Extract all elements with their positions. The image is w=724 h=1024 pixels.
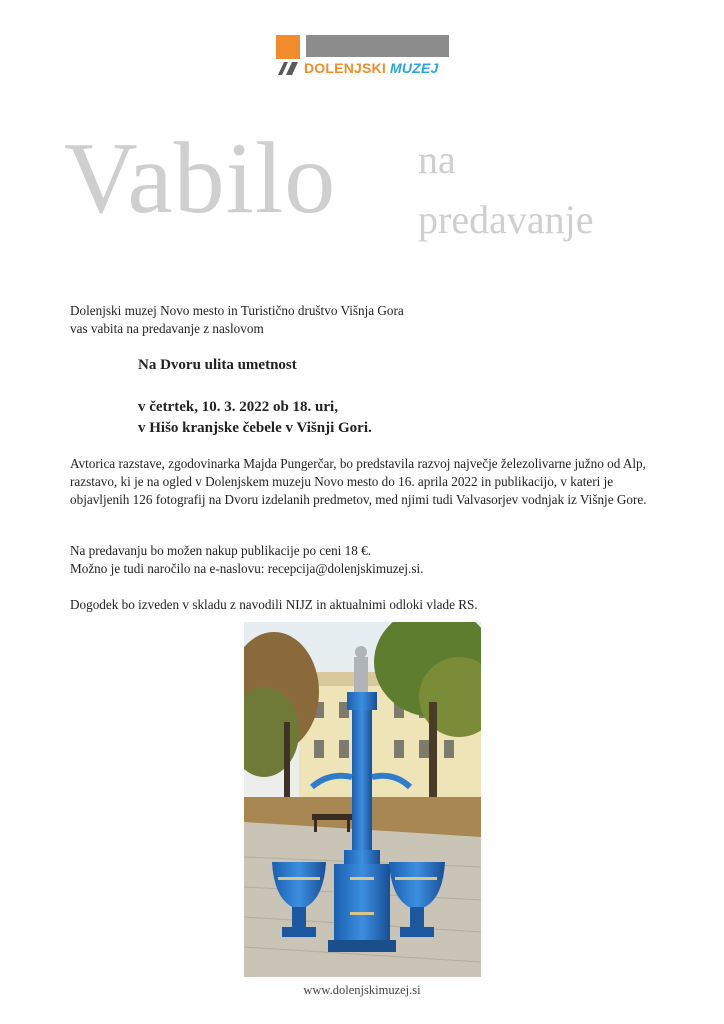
event-datetime: v četrtek, 10. 3. 2022 ob 18. uri, [138, 399, 338, 415]
title-vabilo: Vabilo [64, 122, 337, 235]
logo-name: DOLENJSKI MUZEJ [304, 60, 439, 76]
logo-mark-icon [276, 62, 300, 75]
fountain-photo [244, 622, 481, 977]
purchase-paragraph: Na predavanju bo možen nakup publikacije po ceni 18 €. Možno je tudi naročilo na e-naslovu: recepcija@dolenjskimuzej.si. [70, 543, 424, 576]
event-details [138, 397, 372, 439]
event-place: v Hišo kranjske čebele v Višnji Gori. [138, 420, 372, 436]
notice-paragraph: Dogodek bo izveden v skladu z navodili NIJZ in aktualnimi odloki vlade RS. [70, 597, 478, 612]
lecture-title: Na Dvoru ulita umetnost [138, 357, 297, 373]
logo-gray-bar [306, 35, 449, 57]
website-url: www.dolenjskimuzej.si [303, 983, 421, 997]
title-predavanje: predavanje [418, 197, 594, 242]
title-na: na [418, 137, 456, 182]
museum-logo [276, 35, 451, 80]
logo-orange-square [276, 35, 300, 59]
intro-text: Dolenjski muzej Novo mesto in Turistično društvo Višnja Gora vas vabita na predavanje z naslovom [70, 303, 404, 336]
description-paragraph: Avtorica razstave, zgodovinarka Majda Pungerčar, bo predstavila razvoj največje železolivarne južno od Alp, razstavo, ki je na ogled v Dolenjskem muzeju Novo mesto do 16. aprila 2022 in publikacijo, v kateri je objavljenih 126 fotografij na Dvoru izdelanih predmetov, med njimi tudi Valvasorjev vodnjak iz Višnje Gore. [70, 456, 647, 507]
